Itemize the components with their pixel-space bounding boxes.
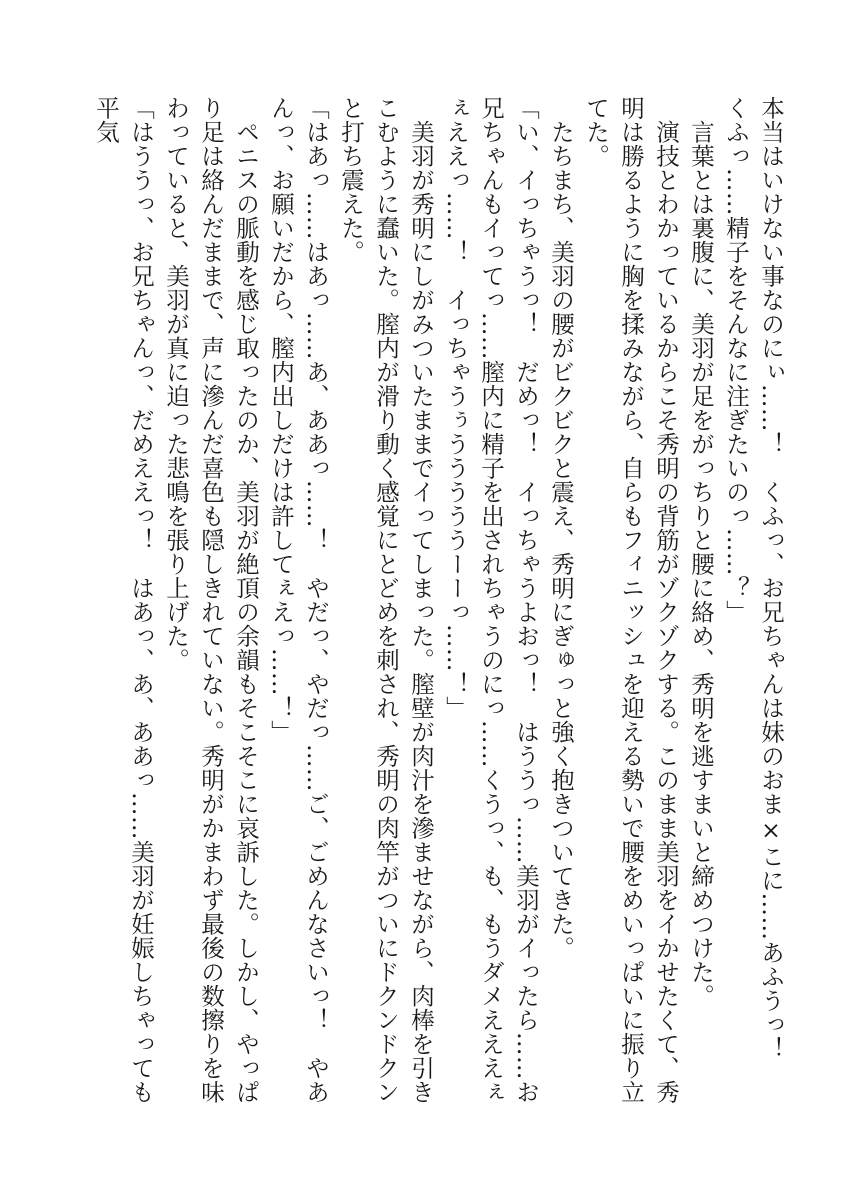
dialogue-paragraph: 「い、イっちゃうっ！ だめっ！ イっちゃうよおっ！ はううっ……美羽がイったら……お兄ちゃんもイってっ……膣内に精子を出されちゃうのにっ……くうっ、も、もうダメえええぇぇええっ……！ イっちゃうぅうううううーーっ……！」 — [442, 96, 540, 1104]
narration-paragraph: たちまち、美羽の腰がビクビクと震え、秀明にぎゅっと強く抱きついてきた。 — [547, 119, 575, 960]
vertical-text-body — [66, 96, 788, 1106]
narration-paragraph: ペニスの脈動を感じ取ったのか、美羽が絶頂の余韻もそこそこに哀訴した。しかし、やっぱり足は絡んだままで、声に滲んだ喜色も隠しきれていない。秀明がかまわず最後の数擦りを味わっていると、美羽が真に迫った悲鳴を張り上げた。 — [162, 96, 260, 1104]
dialogue-paragraph: 「はあっ……はあっ……あ、ああっ……！ やだっ、やだっ……ご、ごめんなさいっ！ やあんっ、お願いだから、膣内出しだけは許してぇえっ……！」 — [267, 96, 330, 1104]
narration-paragraph: 言葉とは裏腹に、美羽が足をがっちりと腰に絡め、秀明を逃すまいと締めつけた。 — [687, 119, 715, 1008]
dialogue-paragraph: 本当はいけない事なのにぃ……！ くふっ、お兄ちゃんは妹のおま×こに……あふうっ！ くふっ……精子をそんなに注ぎたいのっ……？」 — [722, 96, 785, 1085]
dialogue-paragraph: 「はううっ、お兄ちゃんっ、だめええっ！ はあっ、あ、ああっ……美羽が妊娠しちゃっても平気 — [92, 96, 155, 1104]
narration-paragraph: 美羽が秀明にしがみついたままでイってしまった。膣壁が肉汁を滲ませながら、肉棒を引きこむように蠢いた。膣内が滑り動く感覚にとどめを刺され、秀明の肉竿がついにドクンドクンと打ち震えた。 — [337, 96, 435, 1104]
narration-paragraph: 演技とわかっているからこそ秀明の背筋がゾクゾクする。このまま美羽をイかせたくて、秀明は勝るように胸を揉みながら、自らもフィニッシュを迎える勢いで腰をめいっぱいに振り立てた。 — [582, 96, 680, 1104]
